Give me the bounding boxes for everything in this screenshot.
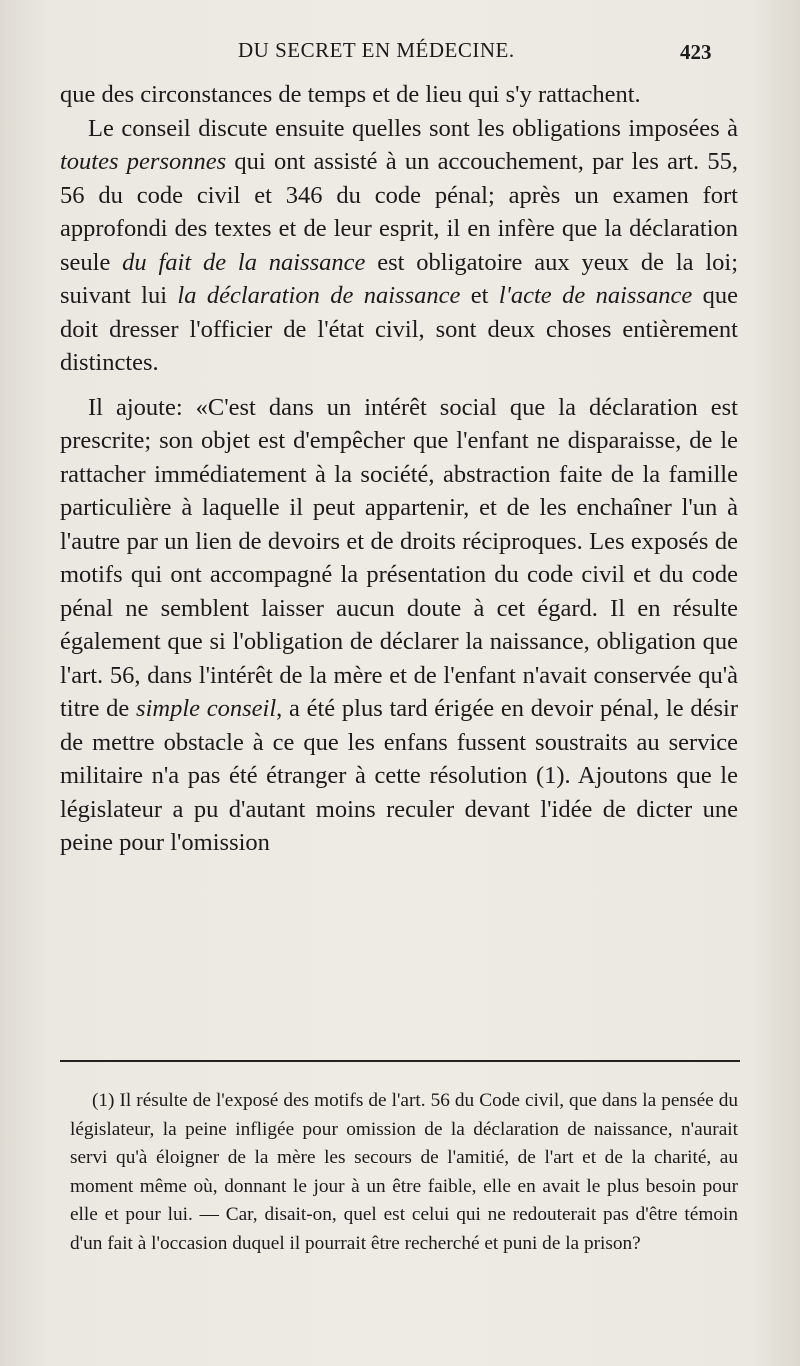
text-run: , a été plus tard érigée en devoir pénal, le désir de mettre obstacle à ce que les enfans fussent soustraits au service militaire n'a pas été étranger à cette résolution (1). Ajoutons que le législateur a pu d'autant moins reculer devant l'idée de dicter une peine pour l'omission xyxy=(60,695,739,856)
text-run: que des circonstances de temps et de lieu qui s'y rattachent. xyxy=(60,81,641,108)
paragraph-1 xyxy=(60,78,738,112)
text-run: Le conseil discute ensuite quelles sont les obligations imposées à xyxy=(88,114,738,142)
italic-run: du fait de la naissance xyxy=(122,248,366,276)
main-text xyxy=(60,78,738,860)
italic-run: toutes personnes xyxy=(60,148,227,175)
italic-run: l'acte de naissance xyxy=(498,282,693,309)
paragraph-2 xyxy=(60,112,738,380)
footnote xyxy=(70,1087,738,1259)
text-run: est obligatoire aux yeux de la loi; suivant lui xyxy=(60,248,739,309)
italic-run: simple conseil xyxy=(136,695,277,722)
page-header xyxy=(0,36,800,70)
page-number: 423 xyxy=(680,40,712,64)
footnote-separator xyxy=(60,1060,740,1062)
italic-run: la déclaration de naissance xyxy=(177,282,461,309)
text-run: Il ajoute: «C'est dans un intérêt social que la déclaration est prescrite; son objet est d'empêcher que l'enfant ne disparaisse, de le rattacher immédiatement à la société, abstraction faite de la famille particulière à laquelle il peut appartenir, et de les enchaîner l'un à l'autre par un lien de devoirs et de droits réciproques. Les exposés de motifs qui ont accompagné la présentation du code civil et du code pénal ne semblent laisser aucun doute à cet égard. Il en résulte également que si l'obligation de déclarer la naissance, obligation que l'art. 56, dans l'intérêt de la mère et de l'enfant n'avait conservée qu'à titre de xyxy=(60,393,738,722)
footnote-text: (1) Il résulte de l'exposé des motifs de l'art. 56 du Code civil, que dans la pensée du législateur, la peine infligée pour omission de la déclaration de naissance, n'aurait servi qu'à éloigner de la mère les secours de l'amitié, de l'art et de la charité, au moment même où, donnant le jour à un être faible, elle en avait le plus besoin pour elle et pour lui. — Car, disait-on, quel est celui qui ne redouterait pas d'être témoin d'un fait à l'occasion duquel il pourrait être recherché et puni de la prison? xyxy=(70,1090,738,1254)
running-title: DU SECRET EN MÉDECINE. xyxy=(238,38,515,62)
paragraph-3 xyxy=(60,391,738,860)
text-run: que doit dresser l'officier de l'état civil, sont deux choses entièrement distinctes. xyxy=(60,282,738,376)
text-run: et xyxy=(460,282,499,309)
text-run: qui ont assisté à un accouchement, par les art. 55, 56 du code civil et 346 du code pénal; après un examen fort approfondi des textes et de leur esprit, il en infère que la déclaration seule xyxy=(60,148,739,276)
